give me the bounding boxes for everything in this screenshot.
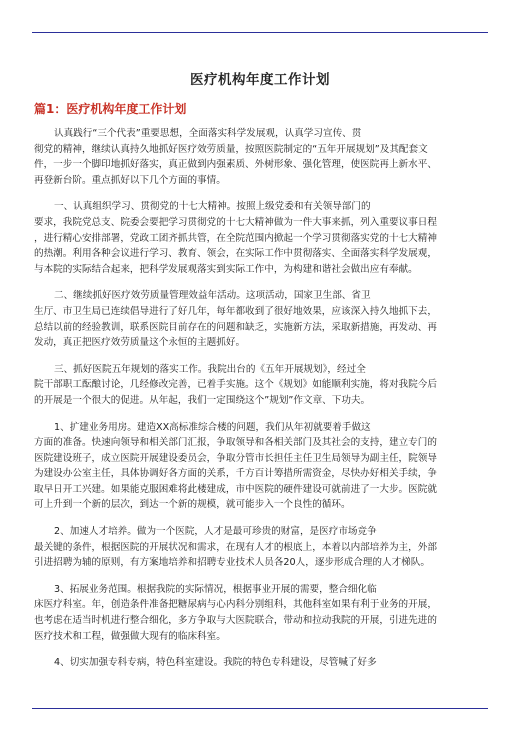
paragraph-line: 认真践行“三个代表”重要思想，全面落实科学发展观，认真学习宣传、贯 <box>54 128 362 139</box>
footer-rule <box>32 708 488 709</box>
paragraph-line: 为建设办公室主任，具体协调好各方面的关系，千方百计筹措所需资金，尽快办好相关手续，争 <box>34 468 437 480</box>
document-body <box>34 126 486 682</box>
paragraph-line: 总结以前的经验教训，联系医院目前存在的问题和缺乏，实施新方法，采取新措施，再发动、再 <box>34 321 437 333</box>
paragraph-line: 可上升到一个新的层次，到达一个新的规模，就可能步入一个良性的循环。 <box>34 499 351 511</box>
paragraph-line: 院干部职工酝酿讨论，几经修改完善，已着手实施。这个《规划》如能顺利实施，将对我院今后 <box>34 379 437 391</box>
paragraph-line: 床医疗科室。年，创造条件准备把糖尿病与心内科分别组科，其他科室如果有利于业务的开展， <box>34 599 437 611</box>
paragraph-line: ，进行精心安排部署，党政工团齐抓共管，在全院范围内掀起一个学习贯彻落实党的十七大精神 <box>34 232 437 244</box>
paragraph-line: 的开展是一个很大的促进。从年起，我们一定围绕这个”规划”作文章、下功夫。 <box>34 394 371 406</box>
paragraph <box>34 524 486 571</box>
paragraph-line: 4、切实加强专科专病，特色科室建设。我院的特色专科建设，尽管喊了好多 <box>54 657 377 669</box>
paragraph-line: 生厅、市卫生局已连续倡导进行了好几年，每年都收到了很好地效果，应该深入持久地抓下去， <box>34 305 437 317</box>
paragraph-line: 医疗技术和工程，做强做大现有的临床科室。 <box>34 630 226 642</box>
paragraph-line: 3、拓展业务范围。根据我院的实际情况，根据事业开展的需要，整合细化临 <box>54 583 377 595</box>
paragraph <box>34 420 486 514</box>
paragraph <box>34 655 486 671</box>
paragraph-line: 引进招聘为辅的原则，有方案地培养和招聘专业技术人员各20人，逐步形成合理的人才梯队。 <box>34 557 430 569</box>
paragraph-line: 彻党的精神，继续认真持久地抓好医疗效劳质量，按照医院制定的“五年开展规划”及其配套文 <box>34 143 428 155</box>
paragraph-line: 取早日开工兴建。如果能克服困难将此楼建成，市中医院的硬件建设可就前进了一大步。医院就 <box>34 483 437 495</box>
paragraph <box>34 199 486 277</box>
paragraph <box>34 362 486 409</box>
paragraph-line: 方面的准备。快速向领导和相关部门汇报，争取领导和各相关部门及其社会的支持，建立专门的 <box>34 437 437 449</box>
paragraph-line: 再登新台阶。重点抓好以下几个方面的事情。 <box>34 174 226 186</box>
paragraph <box>34 288 486 350</box>
header-rule <box>32 32 488 33</box>
paragraph-line: 件，一步一个脚印地抓好落实，真正做到内强素质、外树形象、强化管理，使医院再上新水平、 <box>34 159 437 171</box>
paragraph-line: 与本院的实际结合起来，把科学发展观落实到实际工作中，为构建和谐社会做出应有奉献。 <box>34 263 418 275</box>
paragraph-line: 一、认真组织学习、贯彻党的十七大精神。按照上级党委和有关领导部门的 <box>54 201 371 213</box>
paragraph-line: 1、扩建业务用房。建造XX高标准综合楼的问题，我们从年初就要着手做这 <box>54 421 371 433</box>
document-title: 医疗机构年度工作计划 <box>190 72 330 88</box>
section-heading: 篇1：医疗机构年度工作计划 <box>34 102 187 116</box>
paragraph-line: 最关键的条件，根据医院的开展状况和需求，在现有人才的根底上，本着以内部培养为主，外部 <box>34 541 437 553</box>
paragraph <box>34 582 486 644</box>
paragraph-line: 发动，真正把医疗效劳质量这个永恒的主题抓好。 <box>34 337 246 349</box>
paragraph-line: 二、继续抓好医疗效劳质量管理效益年活动。这项活动，国家卫生部、省卫 <box>54 290 371 302</box>
paragraph-line: 要求，我院党总支、院委会要把学习贯彻党的十七大精神做为一件大事来抓，列入重要议事日程 <box>34 216 437 228</box>
paragraph-line: 2、加速人才培养。做为一个医院，人才是最可珍贵的财富，是医疗市场竞争 <box>54 526 377 538</box>
paragraph-line: 三、抓好医院五年规划的落实工作。我院出台的《五年开展规划》，经过全 <box>54 363 366 375</box>
paragraph <box>34 126 486 188</box>
paragraph-line: 也考虑在适当时机进行整合细化，多方争取与大医院联合，带动和拉动我院的开展，引进先进的 <box>34 615 437 627</box>
paragraph-line: 医院建设班子，成立医院开展建设委员会，争取分管市长担任主任卫生局领导为副主任，院领导 <box>34 452 437 464</box>
paragraph-line: 的热潮。利用各种会议进行学习、教育、领会，在实际工作中贯彻落实、全面落实科学发展观， <box>34 248 437 260</box>
